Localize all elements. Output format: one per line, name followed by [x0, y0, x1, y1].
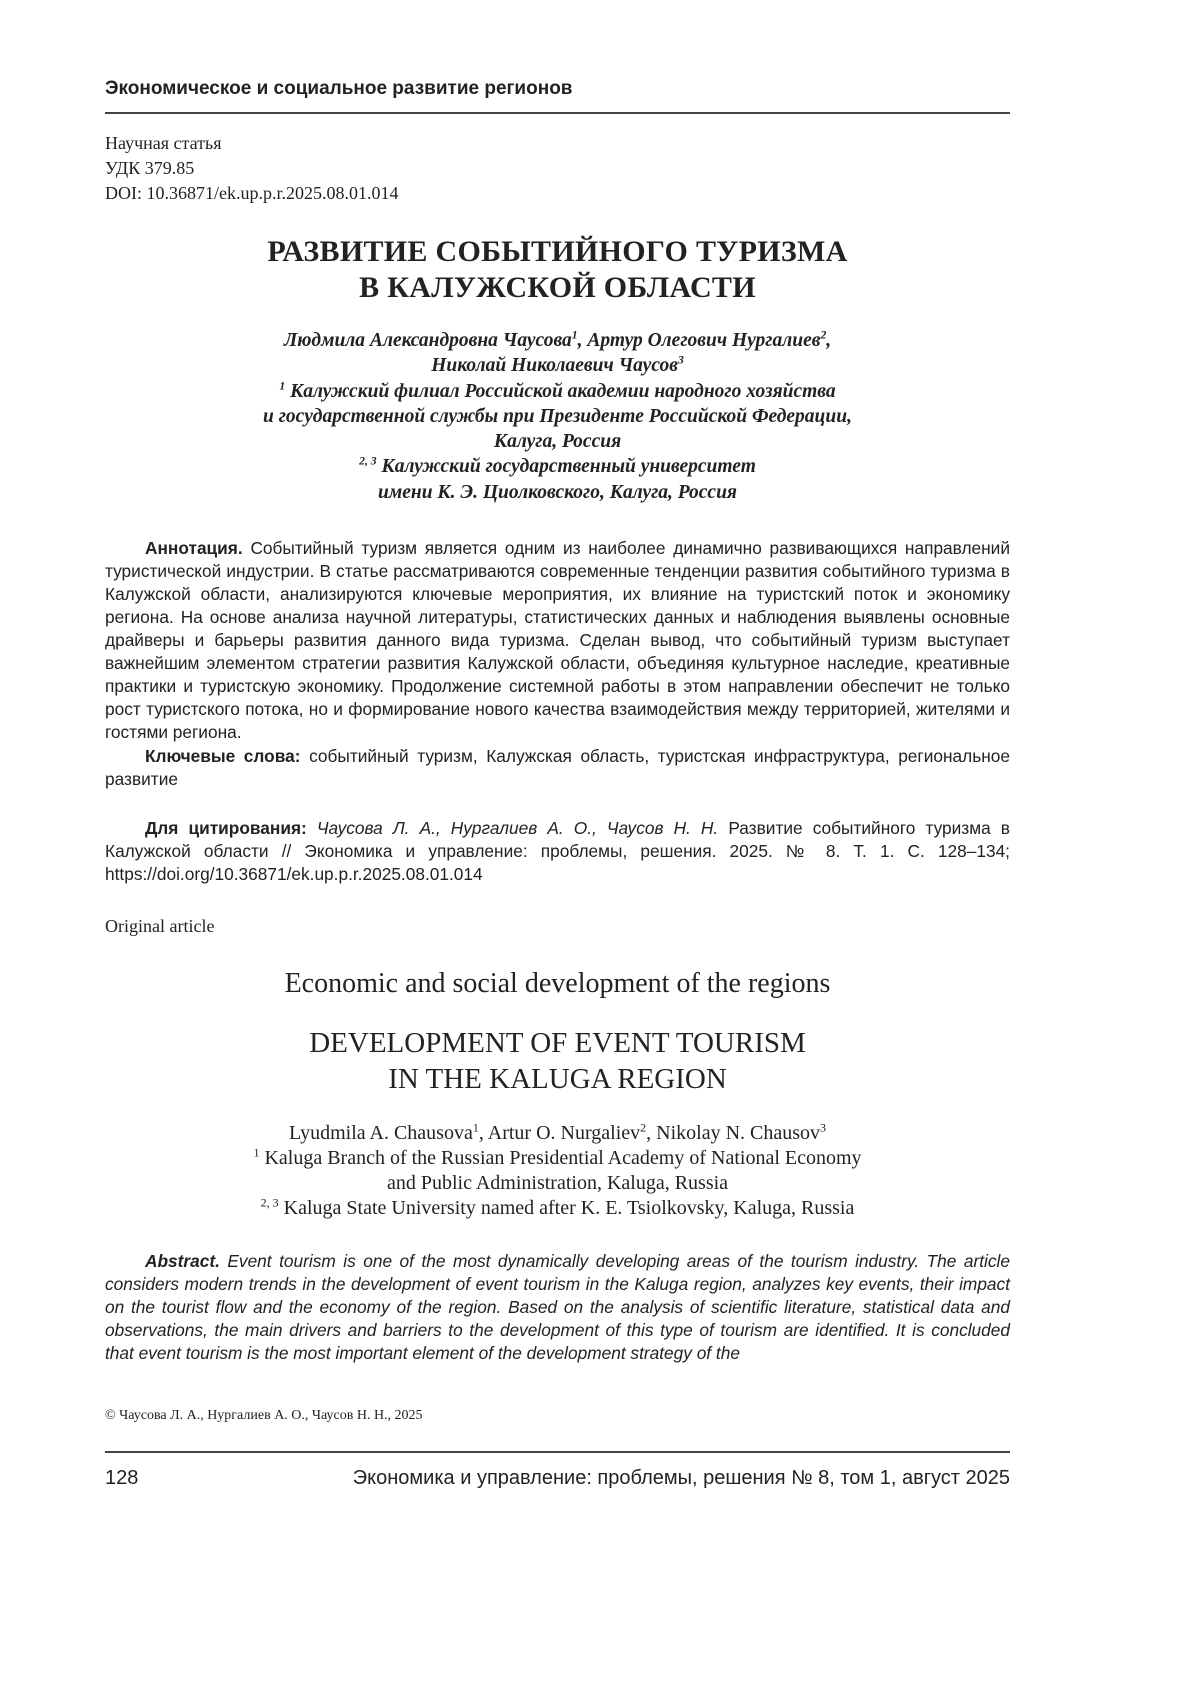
article-title-ru — [105, 234, 1010, 306]
author-line: Lyudmila A. Chausova$^1$, Artur O. Nurgaliev$^2$, Nikolay N. Chausov$^3$ — [288, 1120, 827, 1144]
rubric-en: Economic and social development of the regions — [284, 968, 831, 999]
affiliation — [105, 454, 1010, 479]
aff-line: and Public Administration, Kaluga, Russia — [386, 1172, 729, 1194]
title-line: РАЗВИТИЕ СОБЫТИЙНОГО ТУРИЗМА — [267, 235, 848, 268]
abstract-ru — [105, 537, 1010, 744]
author-line: Людмила Александровна Чаусова$^1$, Артур Олегович Нургалиев$^2$, — [283, 328, 832, 351]
article-type: Научная статья — [105, 133, 222, 153]
article-title-en — [105, 1025, 1010, 1097]
author-name: Людмила Александровна Чаусова — [283, 330, 572, 351]
author-name: Николай Николаевич Чаусов — [431, 355, 678, 377]
author-sup: 3 — [677, 353, 684, 367]
author-sup: 1 — [472, 1120, 479, 1135]
aff-line: Калужский филиал Российской академии народного хозяйства — [290, 380, 836, 402]
article-type-en: Original article — [105, 916, 215, 936]
title-line: IN THE KALUGA REGION — [388, 1063, 727, 1095]
abstract-label: Аннотация. — [145, 538, 243, 558]
citation — [105, 817, 1010, 886]
page-number: 128 — [105, 1467, 139, 1489]
title-line: В КАЛУЖСКОЙ ОБЛАСТИ — [359, 271, 756, 304]
affiliation — [105, 379, 1010, 404]
article-meta — [105, 131, 398, 206]
aff-sup: 2, 3 — [359, 454, 377, 468]
udc-code: УДК 379.85 — [105, 158, 195, 178]
aff-line: Калужский государственный университет — [381, 456, 756, 478]
aff-line: Kaluga Branch of the Russian Presidential Academy of National Economy — [264, 1147, 862, 1169]
title-line: DEVELOPMENT OF EVENT TOURISM — [309, 1027, 806, 1059]
authors-ru — [105, 328, 1010, 505]
aff-sup: 1 — [253, 1145, 260, 1160]
aff-sup: 2, 3 — [260, 1195, 279, 1210]
doi: DOI: 10.36871/ek.up.p.r.2025.08.01.014 — [105, 183, 399, 203]
journal-info: Экономика и управление: проблемы, решения № 8, том 1, август 2025 — [352, 1467, 1010, 1489]
aff-line: Kaluga State University named after K. E. Tsiolkovsky, Kaluga, Russia — [283, 1197, 855, 1219]
author-sup: 3 — [820, 1120, 827, 1135]
footer-divider — [105, 1451, 1010, 1453]
affiliation — [105, 1196, 1010, 1221]
author-sup: 2 — [640, 1120, 647, 1135]
author-line — [105, 353, 1010, 378]
aff-line: имени К. Э. Циолковского, Калуга, Россия — [378, 481, 737, 503]
citation-label: Для цитирования: — [145, 818, 307, 838]
aff-line: и государственной службы при Президенте Российской Федерации, — [263, 405, 852, 427]
header-divider — [105, 112, 1010, 114]
authors-en — [105, 1121, 1010, 1221]
citation-text[interactable]: Развитие событийного туризма в Калужской области // Экономика и управление: проблемы, решения. 2025. № 8. Т. 1. С. 128–134; https://doi.org/10.36871/ek.up.p.r.2025.08.01.014 — [105, 818, 1010, 884]
keywords-text: событийный туризм, Калужская область, туристская инфраструктура, региональное развитие — [105, 746, 1010, 789]
section-header: Экономическое и социальное развитие регионов — [105, 78, 573, 99]
abstract-label: Abstract. — [145, 1251, 220, 1271]
author-name: Nikolay N. Chausov — [656, 1122, 821, 1144]
author-sup: 1 — [571, 328, 578, 342]
author-name: Lyudmila A. Chausova — [288, 1122, 473, 1144]
aff-line: Калуга, Россия — [493, 431, 622, 453]
aff-sup: 1 — [279, 379, 286, 393]
abstract-text: Event tourism is one of the most dynamically developing areas of the tourism industry. The article considers modern trends in the development of event tourism in the Kaluga region, analyzes key events, their impact on the tourist flow and the economy of the region. Based on the analysis of scientific literature, statistical data and observations, the main drivers and barriers to the development of this type of tourism are identified. It is concluded that event tourism is the most important element of the development strategy of the — [105, 1251, 1010, 1363]
keywords-ru — [105, 745, 1010, 791]
citation-authors: Чаусова Л. А., Нургалиев А. О., Чаусов Н. Н. — [316, 818, 719, 838]
author-sup: 2 — [820, 328, 827, 342]
abstract-en — [105, 1250, 1010, 1365]
author-name: Artur O. Nurgaliev — [487, 1122, 641, 1144]
affiliation — [105, 1146, 1010, 1171]
copyright: © Чаусова Л. А., Нургалиев А. О., Чаусов Н. Н., 2025 — [105, 1408, 423, 1423]
abstract-text: Событийный туризм является одним из наиболее динамично развивающихся направлений туристической индустрии. В статье рассматриваются современные тенденции развития событийного туризма в Калужской области, анализируются ключевые мероприятия, их влияние на туристский поток и экономику региона. На основе анализа научной литературы, статистических данных и наблюдения выявлены основные драйверы и барьеры развития данного вида туризма. Сделан вывод, что событийный туризм выступает важнейшим элементом стратегии развития Калужской области, объединяя культурное наследие, креативные практики и туристскую экономику. Продолжение системной работы в этом направлении обеспечит не только рост туристского потока, но и формирование нового качества взаимодействия между территорией, жителями и гостями региона. — [105, 538, 1010, 742]
keywords-label: Ключевые слова: — [145, 746, 301, 766]
author-name: Артур Олегович Нургалиев — [587, 330, 821, 351]
